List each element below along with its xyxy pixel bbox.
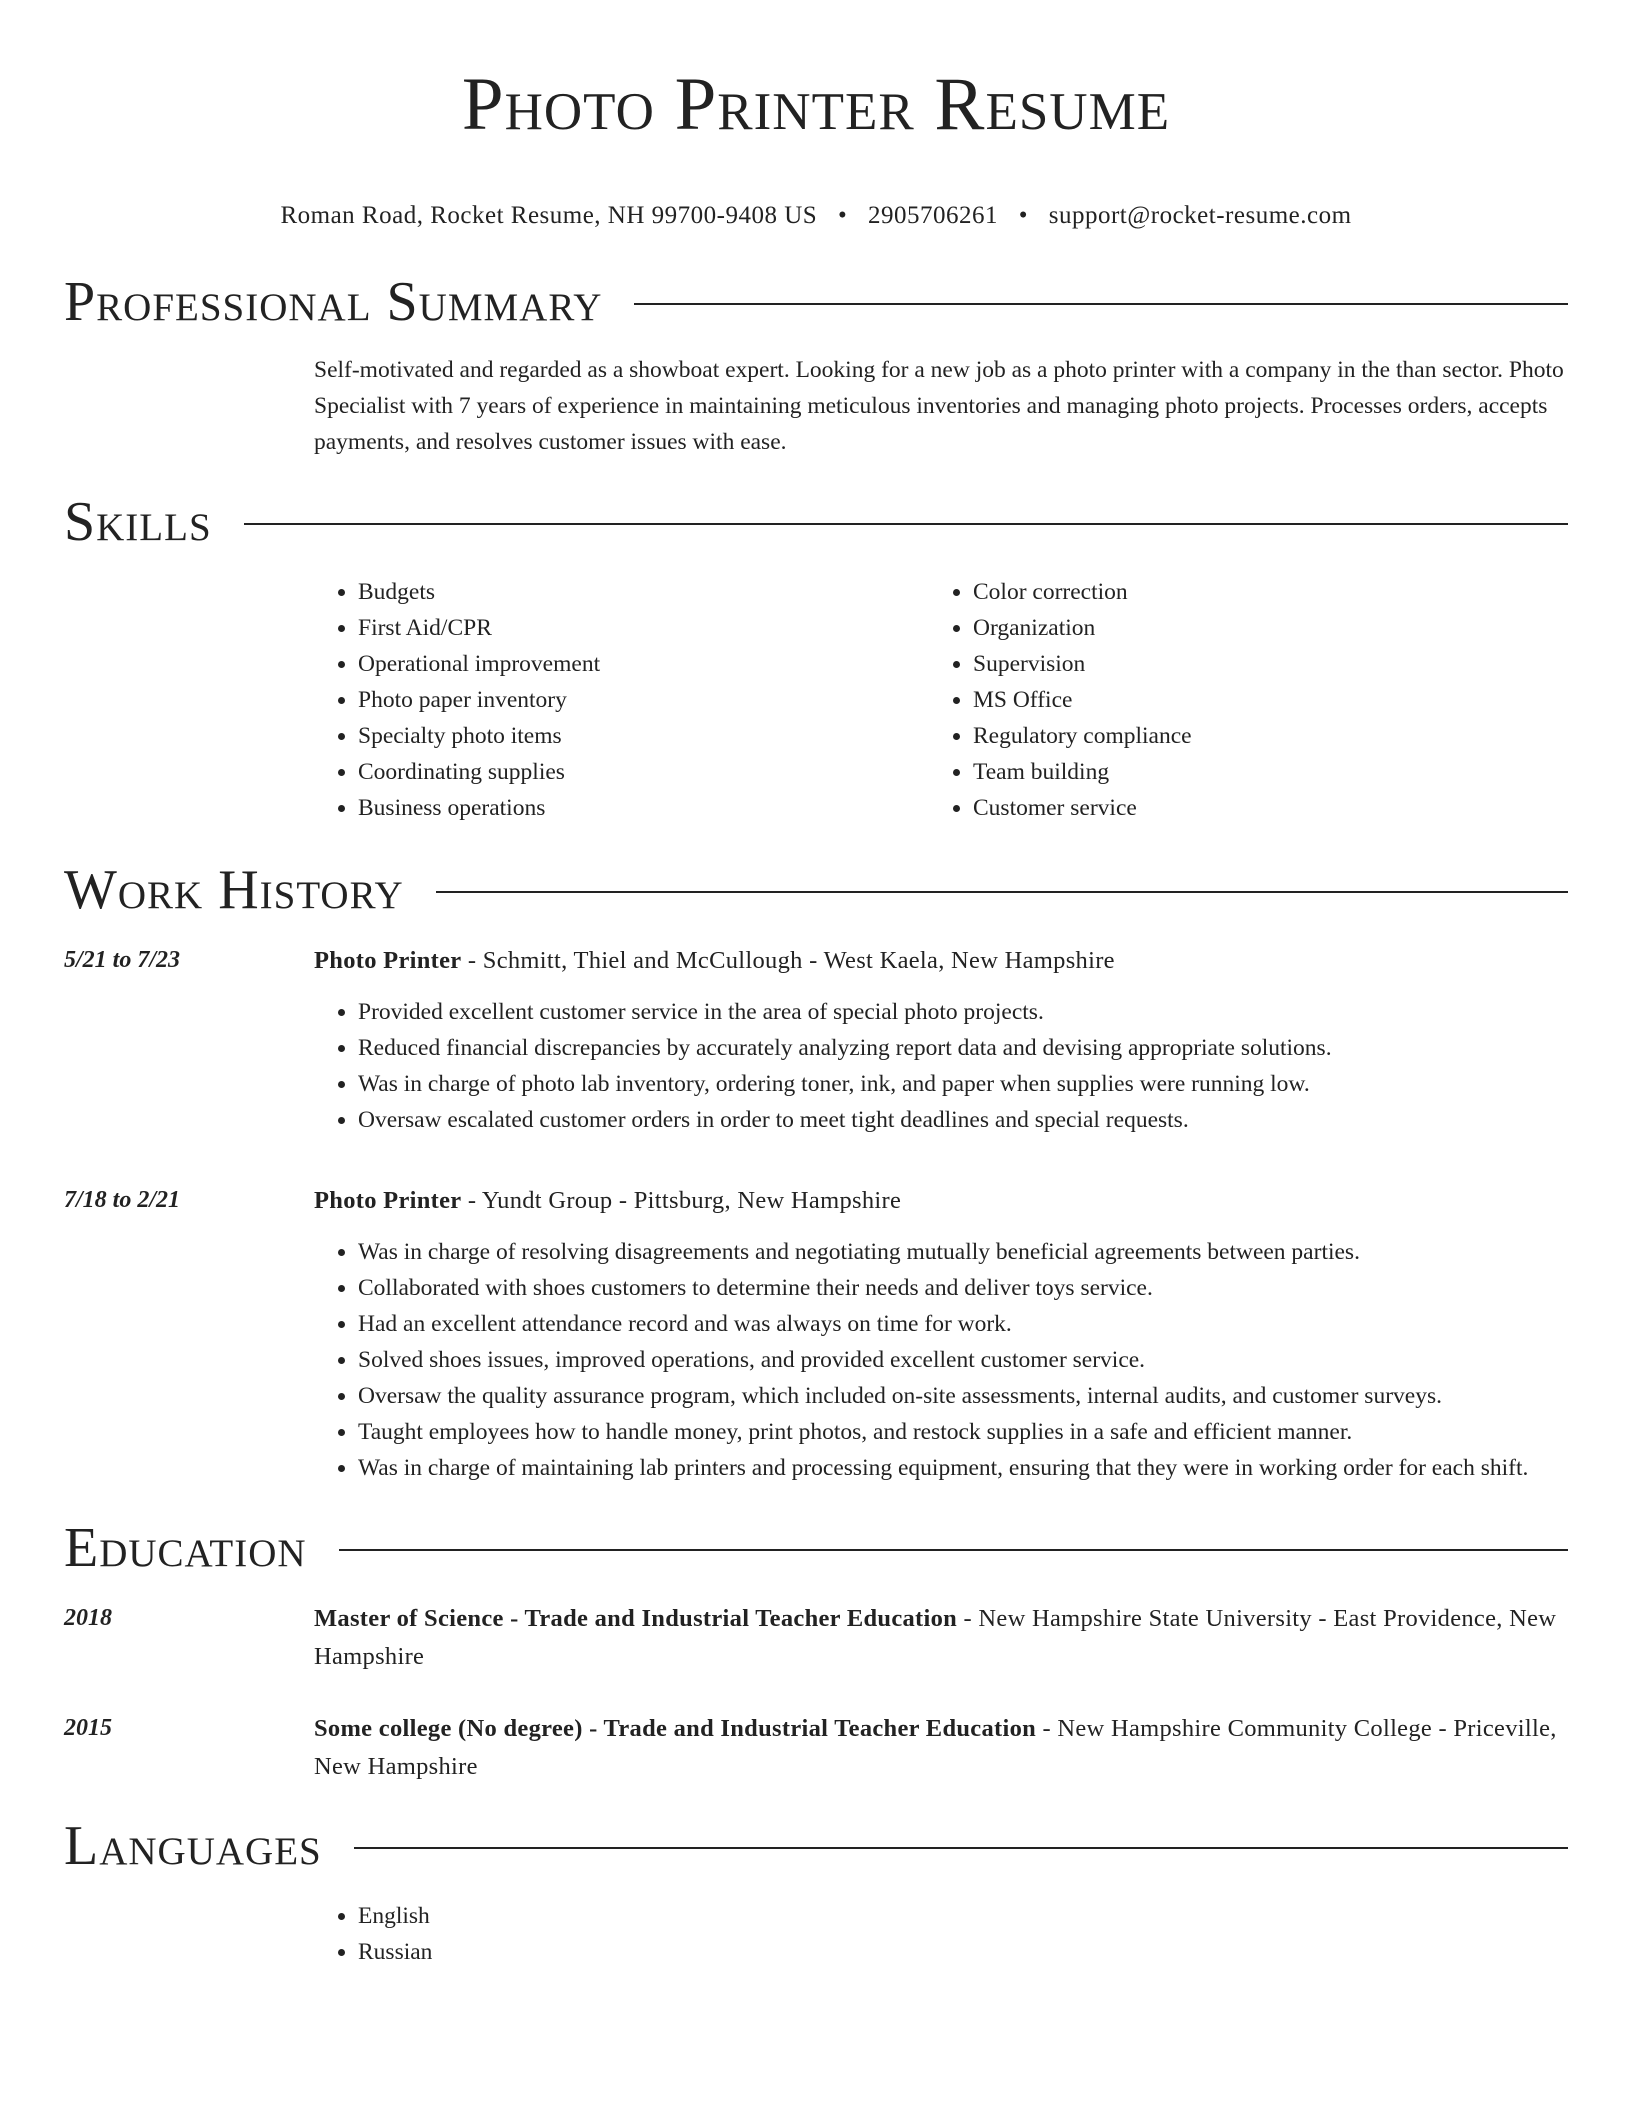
job-details: - Schmitt, Thiel and McCullough - West Kaela, New Hampshire (461, 947, 1115, 974)
contact-line (64, 200, 1568, 232)
work-bullet: • Was in charge of photo lab inventory, ordering toner, ink, and paper when supplies were running low. (358, 1066, 1568, 1102)
skills-heading: Skills (64, 491, 212, 553)
education-date: 2018 (64, 1605, 112, 1631)
work-bullet: • Taught employees how to handle money, print photos, and restock supplies in a safe and efficient manner. (358, 1414, 1568, 1450)
summary-heading: Professional Summary (64, 271, 603, 333)
languages-heading: Languages (64, 1815, 322, 1877)
skill-item: • Operational improvement (358, 646, 929, 682)
skill-item: • Organization (973, 610, 1544, 646)
work-bullet: • Oversaw the quality assurance program, which included on-site assessments, internal audits, and customer surveys. (358, 1378, 1568, 1414)
job-details: - Yundt Group - Pittsburg, New Hampshire (461, 1187, 902, 1214)
education-entry (64, 1600, 1568, 1676)
skills-section-header (64, 490, 1568, 554)
work-entry-heading (314, 942, 1568, 980)
education-entry-body (314, 1710, 1568, 1786)
work-bullets (314, 994, 1568, 1138)
work-bullet: • Had an excellent attendance record and was always on time for work. (358, 1306, 1568, 1342)
work-date: 5/21 to 7/23 (64, 947, 181, 973)
work-date: 7/18 to 2/21 (64, 1187, 181, 1213)
language-item: • English (358, 1898, 1568, 1934)
contact-email: support@rocket-resume.com (1048, 202, 1352, 229)
job-title: Photo Printer (314, 1187, 462, 1214)
work-heading: Work History (64, 859, 404, 921)
work-section-header (64, 858, 1568, 922)
contact-separator: • (837, 202, 848, 229)
job-title: Photo Printer (314, 947, 462, 974)
languages-list (314, 1898, 1568, 1970)
skills-column-left (314, 574, 929, 826)
skill-item: • Budgets (358, 574, 929, 610)
skill-item: • Specialty photo items (358, 718, 929, 754)
summary-section-header (64, 270, 1568, 334)
contact-separator: • (1018, 202, 1028, 229)
work-bullet: • Oversaw escalated customer orders in order to meet tight deadlines and special requests. (358, 1102, 1568, 1138)
skills-list (314, 574, 1568, 826)
section-divider (354, 1847, 1568, 1849)
education-heading: Education (64, 1517, 307, 1579)
skill-item: • MS Office (973, 682, 1544, 718)
skill-item: • Customer service (973, 790, 1544, 826)
summary-text: Self-motivated and regarded as a showboat expert. Looking for a new job as a photo printer with a company in the than sector. Photo Specialist with 7 years of experience in maintaining meticulous inventories and managing photo projects. Processes orders, accepts payments, and resolves customer issues with ease. (314, 357, 1564, 455)
education-entry-body (314, 1600, 1568, 1676)
work-bullet: • Collaborated with shoes customers to determine their needs and deliver toys service. (358, 1270, 1568, 1306)
degree-title: Some college (No degree) - Trade and Industrial Teacher Education (314, 1715, 1037, 1742)
work-entry (64, 1182, 1568, 1486)
section-divider (436, 891, 1568, 893)
section-divider (244, 523, 1568, 525)
work-entry-body (314, 942, 1568, 1138)
work-bullet: • Was in charge of maintaining lab printers and processing equipment, ensuring that they were in working order for each shift. (358, 1450, 1568, 1486)
work-bullet: • Reduced financial discrepancies by accurately analyzing report data and devising appropriate solutions. (358, 1030, 1568, 1066)
skill-item: • Color correction (973, 574, 1544, 610)
skill-item: • Team building (973, 754, 1544, 790)
section-divider (339, 1549, 1568, 1551)
languages-section-header (64, 1814, 1568, 1878)
education-date: 2015 (64, 1715, 112, 1741)
page-title: Photo Printer Resume (461, 63, 1171, 146)
skill-item: • Regulatory compliance (973, 718, 1544, 754)
school-details: - New Hampshire Community College - Priceville, New Hampshire (314, 1715, 1557, 1780)
skills-column-right (929, 574, 1544, 826)
skill-item: • Business operations (358, 790, 929, 826)
work-bullet: • Provided excellent customer service in the area of special photo projects. (358, 994, 1568, 1030)
education-section-header (64, 1516, 1568, 1580)
education-entry (64, 1710, 1568, 1786)
skill-item: • First Aid/CPR (358, 610, 929, 646)
language-item: • Russian (358, 1934, 1568, 1970)
section-divider (634, 303, 1568, 305)
school-details: - New Hampshire State University - East Providence, New Hampshire (314, 1605, 1557, 1670)
contact-address: Roman Road, Rocket Resume, NH 99700-9408 US (280, 202, 818, 229)
work-bullets (314, 1234, 1568, 1486)
skill-item: • Photo paper inventory (358, 682, 929, 718)
work-bullet: • Was in charge of resolving disagreements and negotiating mutually beneficial agreements between parties. (358, 1234, 1568, 1270)
contact-phone: 2905706261 (867, 202, 998, 229)
work-bullet: • Solved shoes issues, improved operations, and provided excellent customer service. (358, 1342, 1568, 1378)
skill-item: • Supervision (973, 646, 1544, 682)
work-entry-heading (314, 1182, 1568, 1220)
degree-title: Master of Science - Trade and Industrial Teacher Education (314, 1605, 958, 1632)
work-entry-body (314, 1182, 1568, 1486)
skill-item: • Coordinating supplies (358, 754, 929, 790)
work-entry (64, 942, 1568, 1138)
